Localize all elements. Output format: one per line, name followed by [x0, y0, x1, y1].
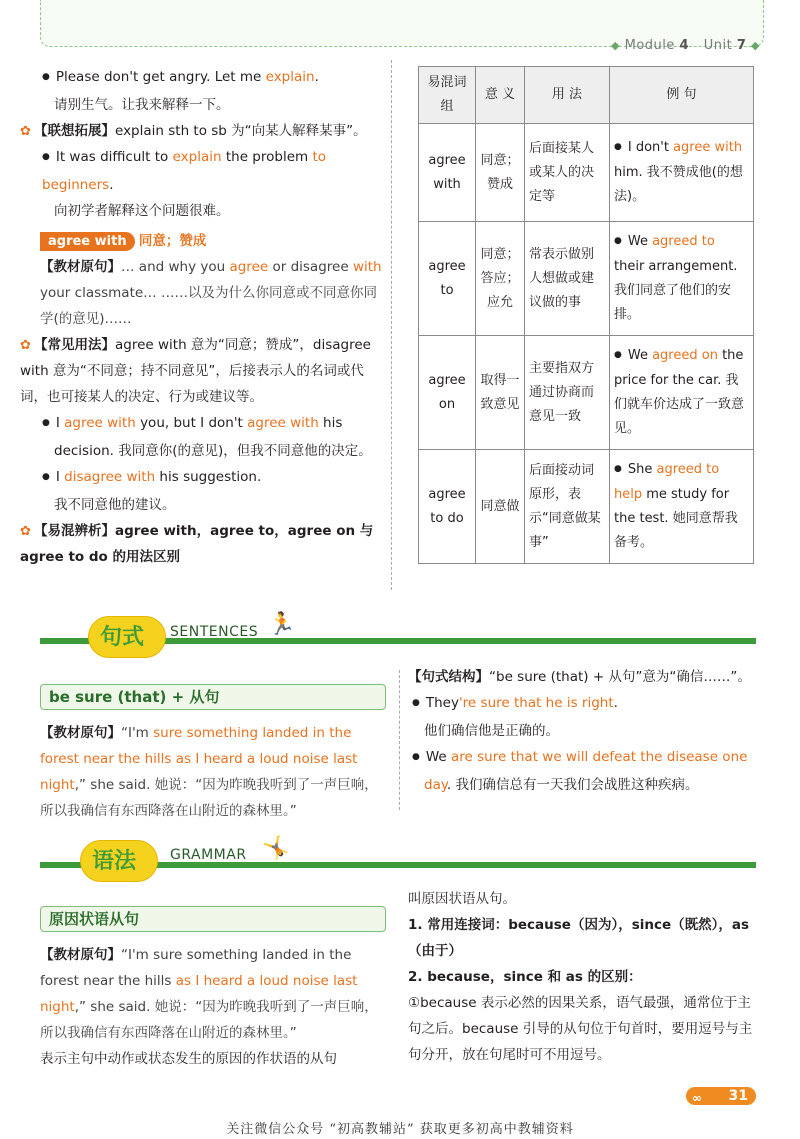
- grammar-explanation: 叫原因状语从句。 1. 常用连接词：because（因为），since（既然），as（由于） 2. because，since 和 as 的区别： ①because 表示必然的因果关系，语气最强，通常位于主句之后。because 引导的从句位于句首时，要用逗号与主句分开，放在句尾时可不用逗号。: [408, 891, 753, 1063]
- table-row: agree on 取得一致意见 主要指双方通过协商而意见一致 ● We agreed on the price for the car. 我们就车价达成了一致意见。: [419, 336, 754, 450]
- confuse-note: ✿ 【易混辨析】agree with，agree to，agree on 与 agree to do 的用法区别: [20, 523, 374, 565]
- column-divider: [399, 670, 400, 810]
- scroll-ornament-icon: ∞: [692, 1091, 702, 1105]
- jumper-icon: 🤸: [262, 836, 290, 861]
- sentences-subtitle: SENTENCES: [170, 624, 259, 640]
- sentences-original: 【教材原句】“I'm sure something landed in the forest near the hills as I heard a loud noise last night,” she said. 她说：“因为昨晚我听到了一声巨响，所以我确信有东西降落在山附近的森林里。”: [40, 725, 378, 819]
- page-number: ∞ 31: [686, 1087, 756, 1105]
- sentences-structure: 【句式结构】“be sure (that) + 从句”意为“确信……”。 ● They're sure that he is right. 他们确信他是正确的。 ● We are sure that we will defeat the disease one day. 我们确信总有一天我们会战胜这种疾病。: [408, 664, 758, 798]
- module-label: ◆ Module 4 Unit 7 ◆: [611, 38, 760, 53]
- runner-icon: 🏃: [268, 612, 296, 637]
- grammar-subtitle: GRAMMAR: [170, 847, 247, 863]
- sentences-title: 句式: [100, 625, 145, 650]
- original-sentence: 【教材原句】… and why you agree or disagree with your classmate… ……以及为什么你同意或不同意你同学(的意见)……: [40, 259, 382, 327]
- sentences-example-1: ● They're sure that he is right.: [408, 690, 758, 718]
- example-4: ● I disagree with his suggestion.: [40, 464, 385, 492]
- diamond-icon: ◆: [751, 39, 760, 52]
- sentence-pattern-heading: be sure (that) + 从句: [40, 684, 386, 710]
- table-header-row: 易混词组 意 义 用 法 例 句: [419, 67, 754, 124]
- diamond-icon: ◆: [611, 39, 620, 52]
- paw-icon: ✿: [20, 524, 31, 539]
- table-row: agree to do 同意做 后面接动词原形，表示“同意做某事” ● She agreed to help me study for the test. 她同意帮我备考。: [419, 450, 754, 564]
- grammar-title: 语法: [92, 849, 137, 874]
- grammar-heading: 原因状语从句: [40, 906, 386, 932]
- example-2: ● It was difficult to explain the problem to beginners.: [40, 144, 385, 198]
- paw-icon: ✿: [20, 338, 31, 353]
- footer-note: 关注微信公众号 “初高教辅站” 获取更多初高中教辅资料: [226, 1122, 574, 1137]
- table-row: agree to 同意；答应；应允 常表示做别人想做或建议做的事 ● We agreed to their arrangement. 我们同意了他们的安排。: [419, 222, 754, 336]
- sentences-example-2: ● We are sure that we will defeat the disease one day. 我们确信总有一天我们会战胜这种疾病。: [408, 744, 758, 798]
- left-column: ● Please don't get angry. Let me explain. 请别生气。让我来解释一下。 ✿ 【联想拓展】explain sth to sb 为“向某人解释某事”。 ● It was difficult to explain the problem to beginners. 向初学者解释这个问题很难。 agree with 同意；赞成 【教材原句】… and why you agree or disagree with your classmate… ……以及为什么你同意或不同意你同学(的意见)…… ✿ 【常见用法】agree with 意为“同意；赞成”，disagree with 意为“不同意；持不同意见”，后接表示人的名词或代词，也可接某人的决定、行为或建议等。 ● I agree with you, but I don't agree with his decision. 我同意你(的意见)，但我不同意他的决定。 ● I disagree with his suggestion. 我不同意他的建议。 ✿ 【易混辨析】agree with，agree to，agree on 与 agree to do 的用法区别: [40, 64, 385, 570]
- table-row: agree with 同意；赞成 后面接某人或某人的决定等 ● I don't agree with him. 我不赞成他(的想法)。: [419, 124, 754, 222]
- example-1: ● Please don't get angry. Let me explain.: [40, 64, 385, 92]
- phrase-heading: agree with 同意；赞成: [40, 228, 385, 254]
- example-3: ● I agree with you, but I don't agree with his decision. 我同意你(的意见)，但我不同意他的决定。: [40, 410, 385, 464]
- comparison-table: [418, 66, 754, 564]
- grammar-original: 【教材原句】“I'm sure something landed in the forest near the hills as I heard a loud noise last night,” she said. 她说：“因为昨晚我听到了一声巨响，所以我确信有东西降落在山附近的森林里。” 表示主句中动作或状态发生的原因的作状语的从句: [40, 947, 378, 1067]
- assoc-note: ✿ 【联想拓展】explain sth to sb 为“向某人解释某事”。: [20, 123, 367, 139]
- column-divider: [391, 60, 392, 590]
- paw-icon: ✿: [20, 124, 31, 139]
- usage-note: ✿ 【常见用法】agree with 意为“同意；赞成”，disagree with 意为“不同意；持不同意见”，后接表示人的名词或代词，也可接某人的决定、行为或建议等。: [20, 337, 371, 405]
